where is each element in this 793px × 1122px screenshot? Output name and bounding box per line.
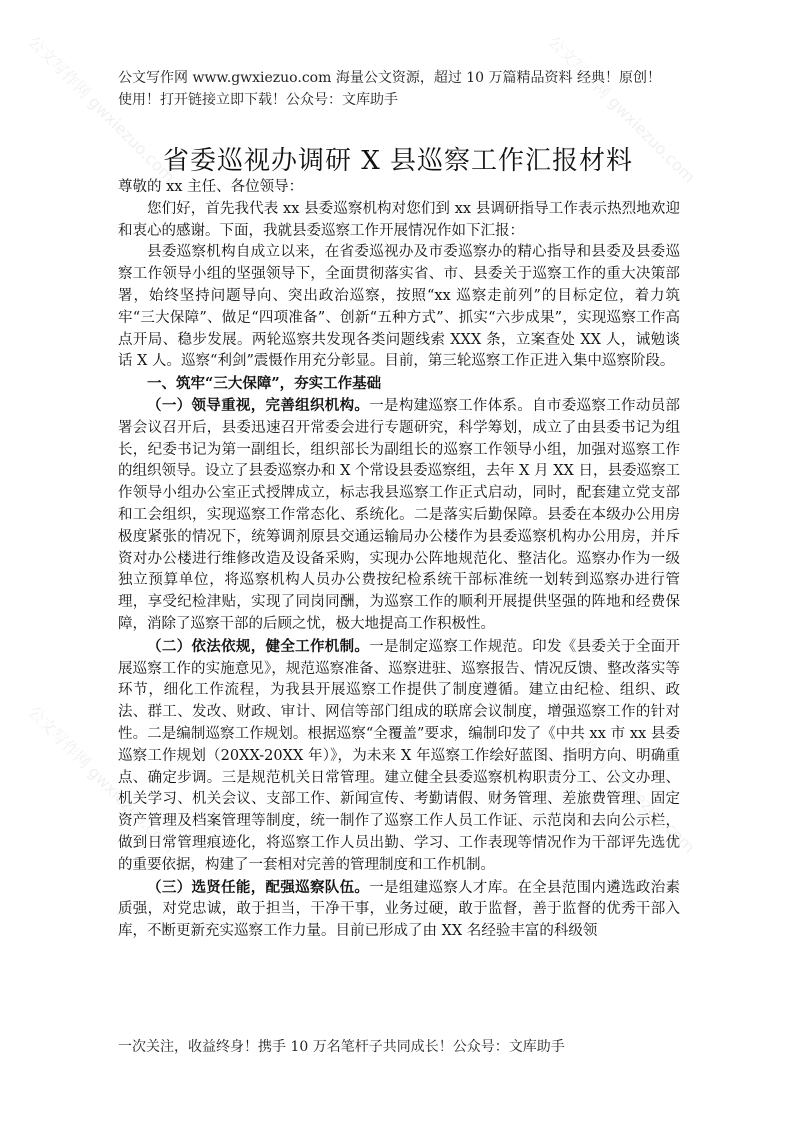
document-body xyxy=(118,177,680,943)
watermark: 公文写作网 gwxiezuo.com xyxy=(24,32,179,187)
paragraph xyxy=(118,395,680,636)
header-line: 使用！打开链接立即下载！公众号：文库助手 xyxy=(118,92,398,108)
paragraph: 您们好，首先我代表 xx 县委巡察机构对您们到 xx 县调研指导工作表示热烈地欢迎和衷心的感谢。下面，我就县委巡察工作开展情况作如下汇报： xyxy=(118,200,680,239)
page-header xyxy=(118,67,698,111)
subsection-heading: （二）依法依规，健全工作机制。 xyxy=(147,637,370,655)
section-heading: 一、筑牢“三大保障”，夯实工作基础 xyxy=(147,375,382,393)
watermark: 公文写作网 gwxiezuo.com xyxy=(544,702,699,857)
paragraph: 县委巡察机构自成立以来，在省委巡视办及市委巡察办的精心指导和县委及县委巡察工作领导小组的坚强领导下，全面贯彻落实省、市、县委关于巡察工作的重大决策部署，始终坚持问题导向、突出政治巡察，按照“xx 巡察走前列”的目标定位，着力筑牢“三大保障”、做足“四项准备”、创新“五种方式”、抓实“六步成果”，实现巡察工作高点开局、稳步发展。两轮巡察共发现各类问题线索 XXX 条，立案查处 XX 人，诫勉谈话 X 人。巡察“利剑”震慑作用充分彰显。目前，第三轮巡察工作正进入集中巡察阶段。 xyxy=(118,244,680,370)
page-footer: 一次关注，收益终身！携手 10 万名笔杆子共同成长！公众号：文库助手 xyxy=(118,1039,565,1055)
paragraph-text: 一是构建巡察工作体系。自市委巡察工作动员部署会议召开后，县委迅速召开常委会进行专题研究，科学筹划，成立了由县委书记为组长，纪委书记为第一副组长，组织部长为副组长的巡察工作领导小组，加强对巡察工作的组织领导。设立了县委巡察办和 X 个常设县委巡察组，去年 X 月 XX 日，县委巡察工作领导小组办公室正式授牌成立，标志我县巡察工作正式启动，同时，配套建立党支部和工会组织，实现巡察工作常态化、系统化。二是落实后勤保障。县委在本级办公用房极度紧张的情况下，统筹调剂原县交通运输局办公楼作为县委巡察机构办公用房，并斥资对办公楼进行维修改造及设备采购，实现办公阵地规范化、整洁化。巡察办作为一级独立预算单位，将巡察机构人员办公费按纪检系统干部标准统一划转到巡察办进行管理，享受纪检津贴，实现了同岗同酬，为巡察工作的顺利开展提供坚强的阵地和经费保障，消除了巡察干部的后顾之忧，极大地提高工作积极性。 xyxy=(118,397,681,632)
subsection-heading: （三）选贤任能，配强巡察队伍。 xyxy=(147,878,370,896)
document-title: 省委巡视办调研 X 县巡察工作汇报材料 xyxy=(162,146,634,176)
watermark: 公文写作网 gwxiezuo.com xyxy=(544,32,699,187)
paragraph xyxy=(118,636,680,877)
paragraph-text: 一是组建巡察人才库。在全县范围内遴选政治素质强，对党忠诚，敢于担当，干净干事，业务过硬，敢于监督，善于监督的优秀干部入库，不断更新充实巡察工作力量。目前已形成了由 XX 名经验丰富的科级领 xyxy=(118,879,681,940)
subsection-heading: （一）领导重视，完善组织机构。 xyxy=(147,396,370,414)
paragraph xyxy=(118,877,680,943)
salutation: 尊敬的 xx 主任、各位领导： xyxy=(118,179,304,195)
header-line: 公文写作网 www.gwxiezuo.com 海量公文资源，超过 10 万篇精品资料 经典！原创！ xyxy=(118,70,661,86)
watermark: 公文写作网 gwxiezuo.com xyxy=(24,702,179,857)
paragraph-text: 一是制定巡察工作规范。印发《县委关于全面开展巡察工作的实施意见》，规范巡察准备、巡察进驻、巡察报告、情况反馈、整改落实等环节，细化工作流程，为我县开展巡察工作提供了制度遵循。建立由纪检、组织、政法、群工、发改、财政、审计、网信等部门组成的联席会议制度，增强巡察工作的针对性。二是编制巡察工作规划。根据巡察“全覆盖”要求，编制印发了《中共 xx 市 xx 县委巡察工作规划（20XX-20XX 年）》，为未来 X 年巡察工作绘好蓝图、指明方向、明确重点、确定步调。三是规范机关日常管理。建立健全县委巡察机构职责分工、公文办理、机关学习、机关会议、支部工作、新闻宣传、考勤请假、财务管理、差旅费管理、固定资产管理及档案管理等制度，统一制作了巡察工作人员工作证、示范岗和去向公示栏，做到日常管理痕迹化，将巡察工作人员出勤、学习、工作表现等情况作为干部评先选优的重要依据，构建了一套相对完善的管理制度和工作机制。 xyxy=(118,638,681,873)
